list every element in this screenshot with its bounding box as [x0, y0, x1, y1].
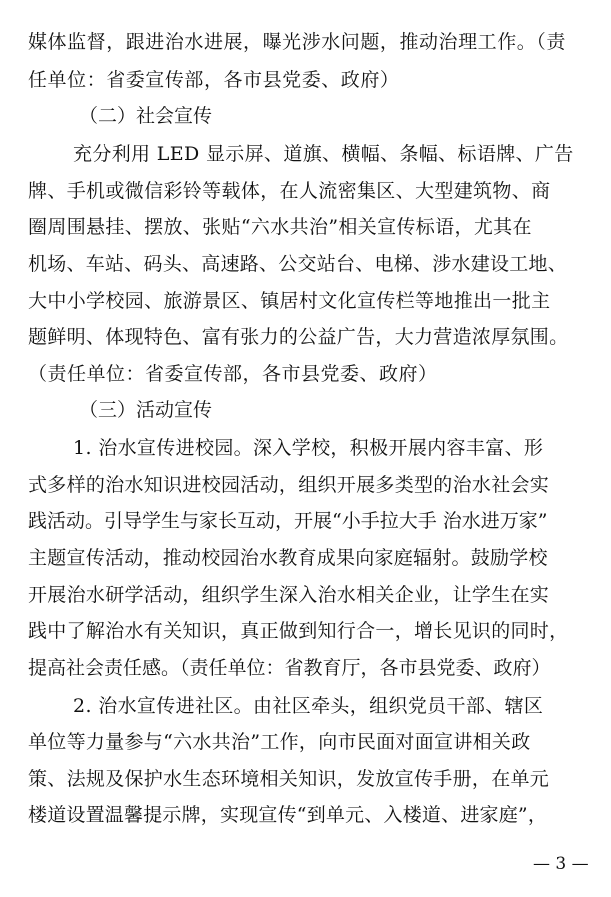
- text-line-20: 单位等力量参与“六水共治”工作，向市民面对面宣讲相关政: [28, 731, 531, 753]
- text-line-5: 牌、手机或微信彩铃等载体，在人流密集区、大型建筑物、商: [28, 180, 551, 202]
- text-line-4: 充分利用 LED 显示屏、道旗、横幅、条幅、标语牌、广告: [73, 143, 574, 165]
- text-line-10: （责任单位：省委宣传部，各市县党委、政府）: [28, 363, 438, 385]
- text-line-13: 式多样的治水知识进校园活动，组织开展多类型的治水社会实: [28, 474, 550, 496]
- text-line-8: 大中小学校园、旅游景区、镇居村文化宣传栏等地推出一批主: [28, 290, 551, 312]
- text-line-15: 主题宣传活动，推动校园治水教育成果向家庭辐射。鼓励学校: [28, 547, 548, 569]
- text-line-12: 1. 治水宣传进校园。深入学校，积极开展内容丰富、形: [73, 437, 544, 459]
- text-line-22: 楼道设置温馨提示牌，实现宣传“到单元、入楼道、进家庭”，: [28, 804, 548, 826]
- section-heading-social-publicity: （二）社会宣传: [79, 105, 213, 127]
- text-line-21: 策、法规及保护水生态环境相关知识，发放宣传手册，在单元: [28, 768, 550, 790]
- text-line-7: 机场、车站、码头、高速路、公交站台、电梯、涉水建设工地、: [28, 253, 568, 275]
- text-line-9: 题鲜明、体现特色、富有张力的公益广告，大力营造浓厚氛围。: [28, 326, 569, 348]
- text-line-1: 媒体监督，跟进治水进展，曝光涉水问题，推动治理工作。（责: [28, 31, 566, 53]
- text-line-18: 提高社会责任感。（责任单位：省教育厅，各市县党委、政府）: [28, 657, 551, 679]
- page-number: — 3 —: [533, 854, 589, 874]
- text-line-14: 践活动。引导学生与家长互动，开展“小手拉大手 治水进万家”: [28, 510, 548, 532]
- text-line-6: 圈周围悬挂、摆放、张贴“六水共治”相关宣传标语，尤其在: [28, 216, 532, 238]
- text-line-19: 2. 治水宣传进社区。由社区牵头，组织党员干部、辖区: [73, 695, 544, 717]
- section-heading-activity-publicity: （三）活动宣传: [79, 399, 213, 421]
- text-line-2: 任单位：省委宣传部，各市县党委、政府）: [28, 69, 400, 91]
- text-line-17: 践中了解治水有关知识，真正做到知行合一，增长见识的同时，: [28, 620, 569, 642]
- text-line-16: 开展治水研学活动，组织学生深入治水相关企业，让学生在实: [28, 584, 550, 606]
